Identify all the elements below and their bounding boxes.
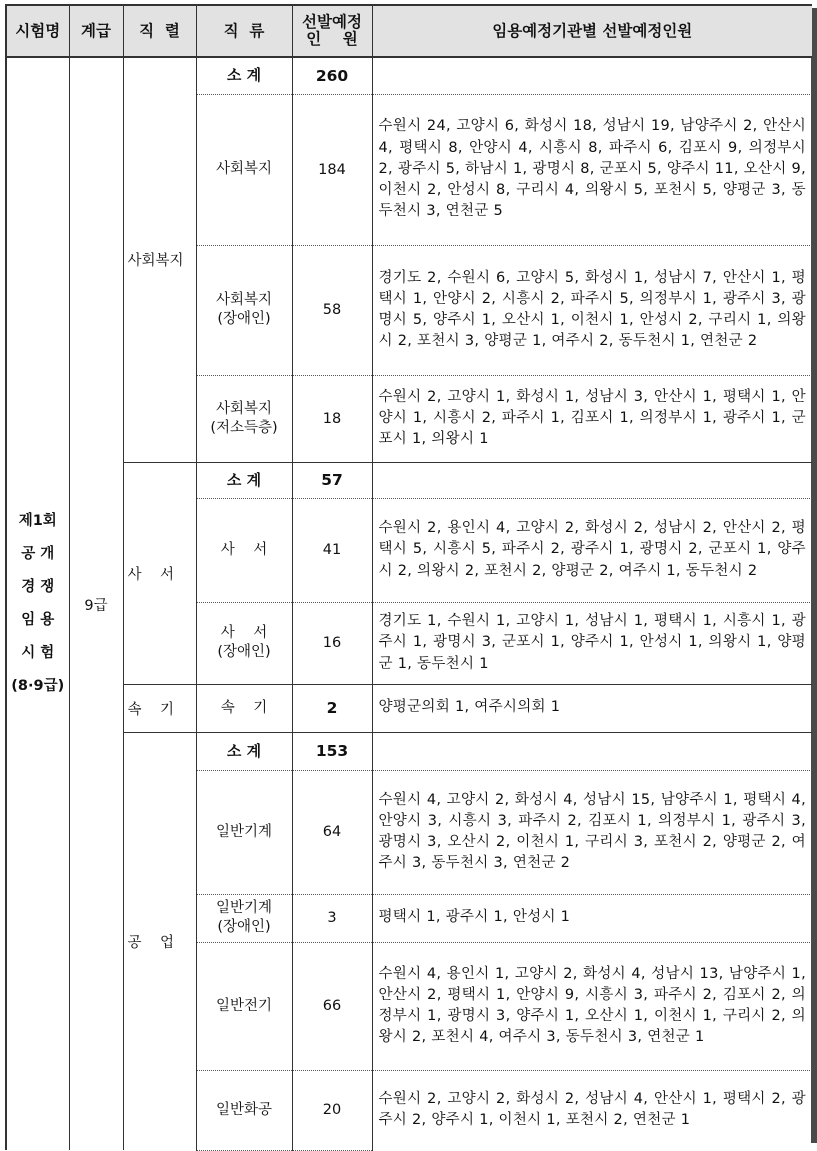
header-series: 직 렬 [123, 5, 196, 57]
kind-cell: 사 서 [196, 498, 292, 602]
kind-cell: 일반기계 (장애인) [196, 894, 292, 942]
kind-cell: 사 서 (장애인) [196, 602, 292, 684]
header-grade: 계급 [69, 5, 123, 57]
agency-detail: 경기도 1, 수원시 1, 고양시 1, 성남시 1, 평택시 1, 시흥시 1, 광주시 1, 광명시 3, 군포시 1, 양주시 1, 안성시 1, 의왕시 1, 양평군 1, 동두천시 1 [372, 602, 812, 684]
table-row [6, 684, 812, 732]
kind-cell: 사회복지 (저소득층) [196, 375, 292, 462]
subtotal-count: 153 [292, 732, 372, 770]
exam-line: 임 용 [21, 612, 55, 628]
grade-cell: 9급 [69, 57, 123, 1150]
recruitment-table [5, 4, 812, 1151]
count-cell: 41 [292, 498, 372, 602]
subtotal-count: 260 [292, 57, 372, 94]
agency-detail: 수원시 24, 고양시 6, 화성시 18, 성남시 19, 남양주시 2, 안산시 4, 평택시 8, 안양시 4, 시흥시 8, 파주시 6, 김포시 9, 의정부시 2, 광주시 5, 하남시 1, 광명시 8, 군포시 5, 양주시 11, 오산시 9, 이천시 2, 안성시 8, 구리시 4, 의왕시 5, 포천시 5, 양평군 3, 동두천시 3, 연천군 5 [372, 94, 812, 245]
exam-line: (8·9급) [11, 678, 65, 694]
agency-detail: 경기도 2, 수원시 6, 고양시 5, 화성시 1, 성남시 7, 안산시 1, 평택시 1, 안양시 2, 시흥시 2, 파주시 5, 의정부시 1, 광주시 3, 광명시 5, 양주시 1, 오산시 1, 이천시 1, 안성시 2, 구리시 1, 의왕시 2, 포천시 3, 양평군 1, 여주시 2, 동두천시 1, 연천군 2 [372, 245, 812, 375]
count-cell: 18 [292, 375, 372, 462]
kind-cell: 일반전기 [196, 942, 292, 1070]
exam-line: 공 개 [21, 546, 55, 562]
subtotal-count: 57 [292, 462, 372, 498]
kind-cell: 사회복지 (장애인) [196, 245, 292, 375]
count-cell: 64 [292, 770, 372, 894]
count-cell: 66 [292, 942, 372, 1070]
agency-detail: 수원시 4, 고양시 2, 화성시 4, 성남시 15, 남양주시 1, 평택시 4, 안양시 3, 시흥시 3, 파주시 2, 김포시 1, 의정부시 1, 광주시 3, 광명시 3, 오산시 2, 이천시 1, 구리시 3, 포천시 2, 양평군 2, 여주시 3, 동두천시 3, 연천군 2 [372, 770, 812, 894]
subtotal-label: 소 계 [196, 57, 292, 94]
count-cell: 58 [292, 245, 372, 375]
kind-cell: 사회복지 [196, 94, 292, 245]
kind-cell: 속 기 [196, 684, 292, 732]
table-row [6, 462, 812, 498]
count-cell: 2 [292, 684, 372, 732]
exam-line: 제1회 [18, 513, 57, 529]
header-agencies: 임용예정기관별 선발예정인원 [372, 5, 812, 57]
count-cell: 184 [292, 94, 372, 245]
agency-detail: 수원시 4, 용인시 1, 고양시 2, 화성시 4, 성남시 13, 남양주시 1, 안산시 2, 평택시 1, 안양시 9, 시흥시 3, 파주시 2, 김포시 2, 의정부시 1, 광명시 3, 양주시 1, 오산시 1, 이천시 1, 구리시 2, 의왕시 2, 포천시 4, 여주시 3, 동두천시 3, 연천군 1 [372, 942, 812, 1070]
table-row [6, 732, 812, 770]
exam-line: 경 쟁 [21, 579, 55, 595]
subtotal-label: 소 계 [196, 462, 292, 498]
count-cell: 16 [292, 602, 372, 684]
agency-detail: 수원시 2, 고양시 1, 화성시 1, 성남시 3, 안산시 1, 평택시 1, 안양시 1, 시흥시 2, 파주시 1, 김포시 1, 의정부시 1, 광주시 1, 군포시 1, 의왕시 1 [372, 375, 812, 462]
table-row [6, 57, 812, 94]
kind-cell: 일반기계 [196, 770, 292, 894]
table-header [6, 5, 812, 57]
kind-cell: 일반화공 [196, 1070, 292, 1150]
series-cell: 사 서 [123, 462, 196, 684]
series-cell: 사회복지 [123, 57, 196, 462]
agency-detail [372, 57, 812, 94]
count-cell: 3 [292, 894, 372, 942]
header-planned-count: 선발예정 인 원 [292, 5, 372, 57]
subtotal-label: 소 계 [196, 732, 292, 770]
series-cell: 속 기 [123, 684, 196, 732]
exam-line: 시 험 [21, 645, 55, 661]
agency-detail: 평택시 1, 광주시 1, 안성시 1 [372, 894, 812, 942]
series-cell: 공 업 [123, 732, 196, 1150]
agency-detail: 수원시 2, 고양시 2, 화성시 2, 성남시 4, 안산시 1, 평택시 2, 광주시 2, 양주시 1, 이천시 1, 포천시 2, 연천군 1 [378, 1091, 806, 1129]
agency-detail [372, 462, 812, 498]
count-cell: 20 [292, 1070, 372, 1150]
agency-detail [372, 732, 812, 770]
agency-detail: 수원시 2, 용인시 4, 고양시 2, 화성시 2, 성남시 2, 안산시 2, 평택시 5, 시흥시 5, 파주시 2, 광주시 1, 광명시 2, 군포시 1, 양주시 2, 의왕시 2, 포천시 2, 양평군 2, 여주시 1, 동두천시 2 [372, 498, 812, 602]
header-exam-name: 시험명 [6, 5, 69, 57]
agency-detail: 양평군의회 1, 여주시의회 1 [372, 684, 812, 732]
header-kind: 직 류 [196, 5, 292, 57]
exam-name-cell [6, 57, 69, 1150]
